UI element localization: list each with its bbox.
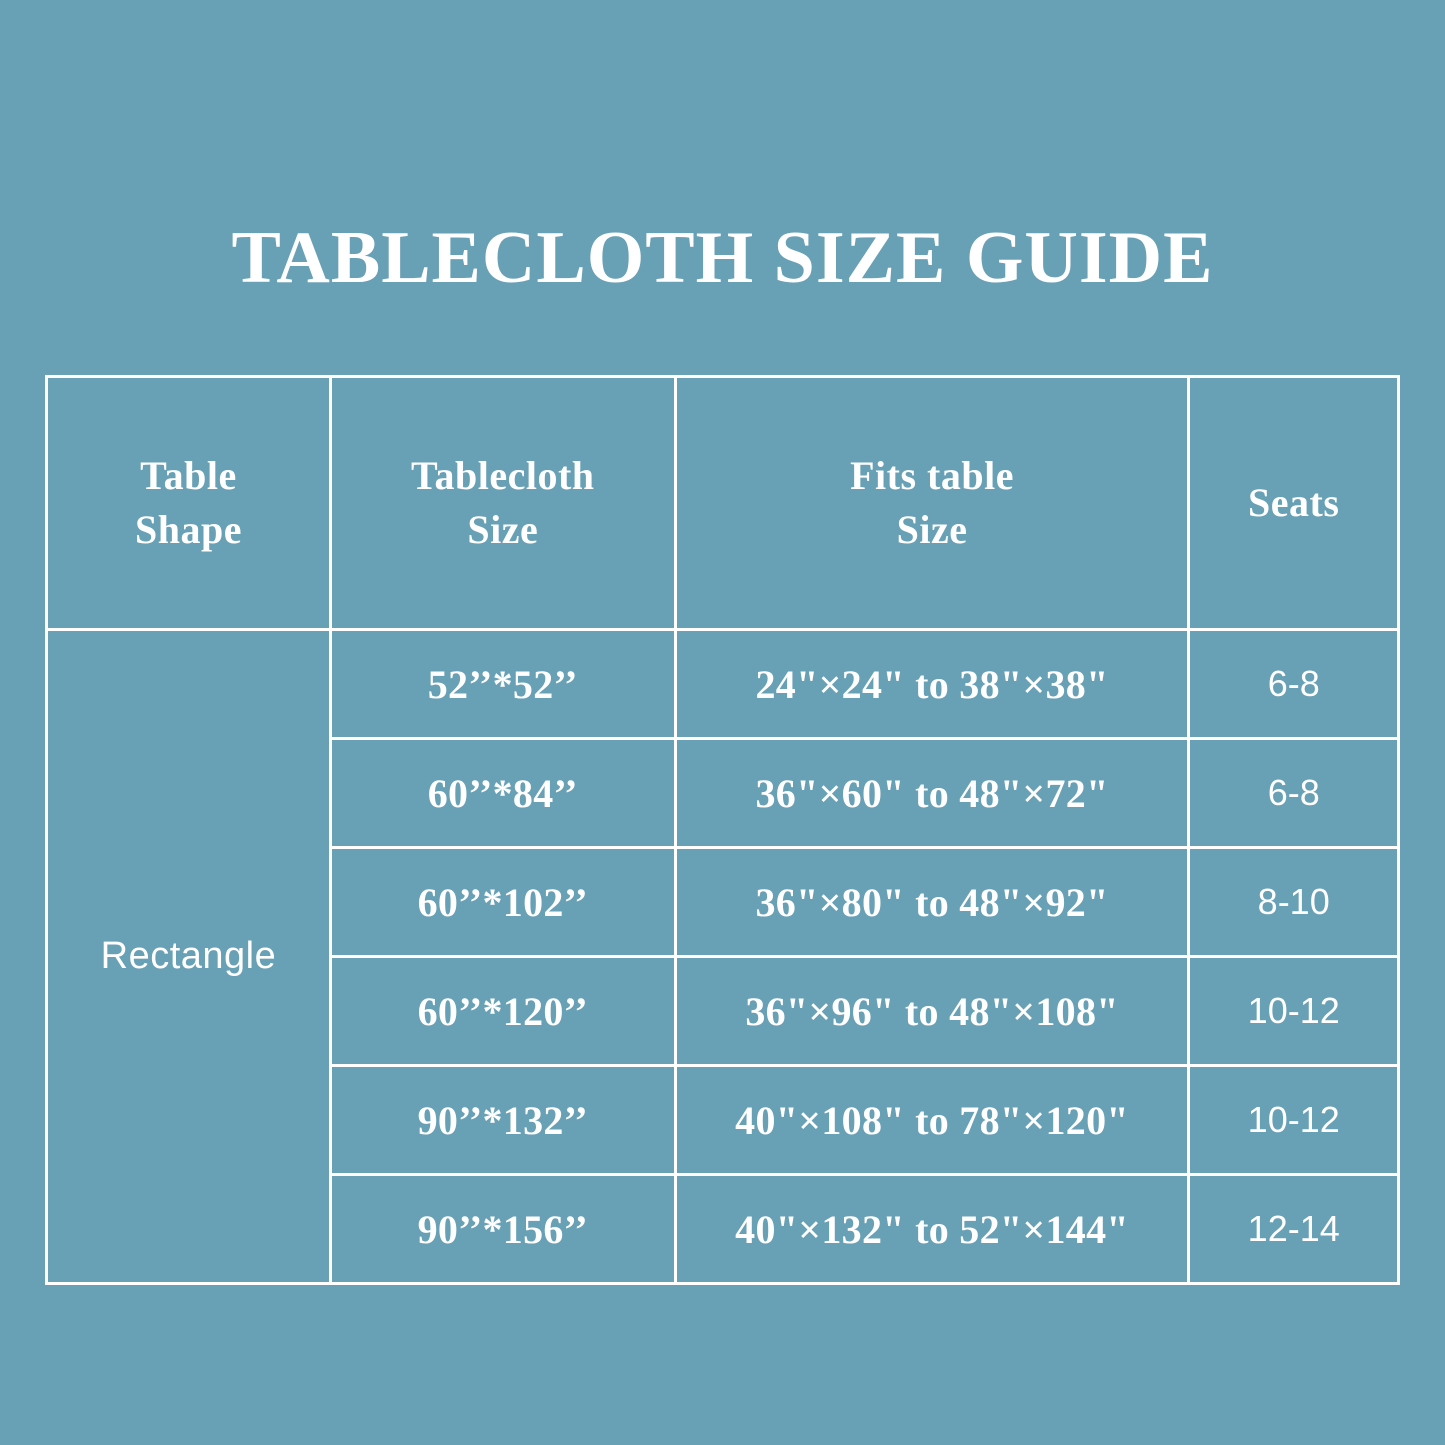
- cell-table-shape: Rectangle: [47, 630, 331, 1284]
- table-row: [47, 630, 1399, 739]
- size-guide-table: [45, 375, 1400, 1285]
- cell-tablecloth-size: 60’’*102’’: [330, 848, 675, 957]
- cell-seats: 8-10: [1189, 848, 1399, 957]
- cell-tablecloth-size: 60’’*120’’: [330, 957, 675, 1066]
- cell-seats: 12-14: [1189, 1175, 1399, 1284]
- column-header-line: Shape: [134, 507, 242, 552]
- column-header-line: Table: [140, 453, 237, 498]
- column-header-line: Seats: [1248, 480, 1340, 525]
- size-guide-table-container: [45, 375, 1400, 1285]
- column-header-line: Size: [896, 507, 968, 552]
- cell-fits-table-size: 36"×80" to 48"×92": [675, 848, 1189, 957]
- cell-seats: 6-8: [1189, 630, 1399, 739]
- column-header-tablecloth-size: [330, 377, 675, 630]
- cell-fits-table-size: 40"×108" to 78"×120": [675, 1066, 1189, 1175]
- cell-fits-table-size: 36"×96" to 48"×108": [675, 957, 1189, 1066]
- table-body: [47, 630, 1399, 1284]
- cell-seats: 10-12: [1189, 957, 1399, 1066]
- cell-fits-table-size: 36"×60" to 48"×72": [675, 739, 1189, 848]
- cell-tablecloth-size: 52’’*52’’: [330, 630, 675, 739]
- column-header-fits-table-size: [675, 377, 1189, 630]
- column-header-line: Size: [467, 507, 539, 552]
- column-header-line: Tablecloth: [411, 453, 595, 498]
- cell-seats: 6-8: [1189, 739, 1399, 848]
- cell-tablecloth-size: 90’’*156’’: [330, 1175, 675, 1284]
- cell-tablecloth-size: 60’’*84’’: [330, 739, 675, 848]
- cell-fits-table-size: 24"×24" to 38"×38": [675, 630, 1189, 739]
- cell-tablecloth-size: 90’’*132’’: [330, 1066, 675, 1175]
- page-title: TABLECLOTH SIZE GUIDE: [231, 217, 1214, 299]
- cell-fits-table-size: 40"×132" to 52"×144": [675, 1175, 1189, 1284]
- table-header: [47, 377, 1399, 630]
- cell-seats: 10-12: [1189, 1066, 1399, 1175]
- column-header-table-shape: [47, 377, 331, 630]
- column-header-seats: [1189, 377, 1399, 630]
- table-header-row: [47, 377, 1399, 630]
- column-header-line: Fits table: [850, 453, 1014, 498]
